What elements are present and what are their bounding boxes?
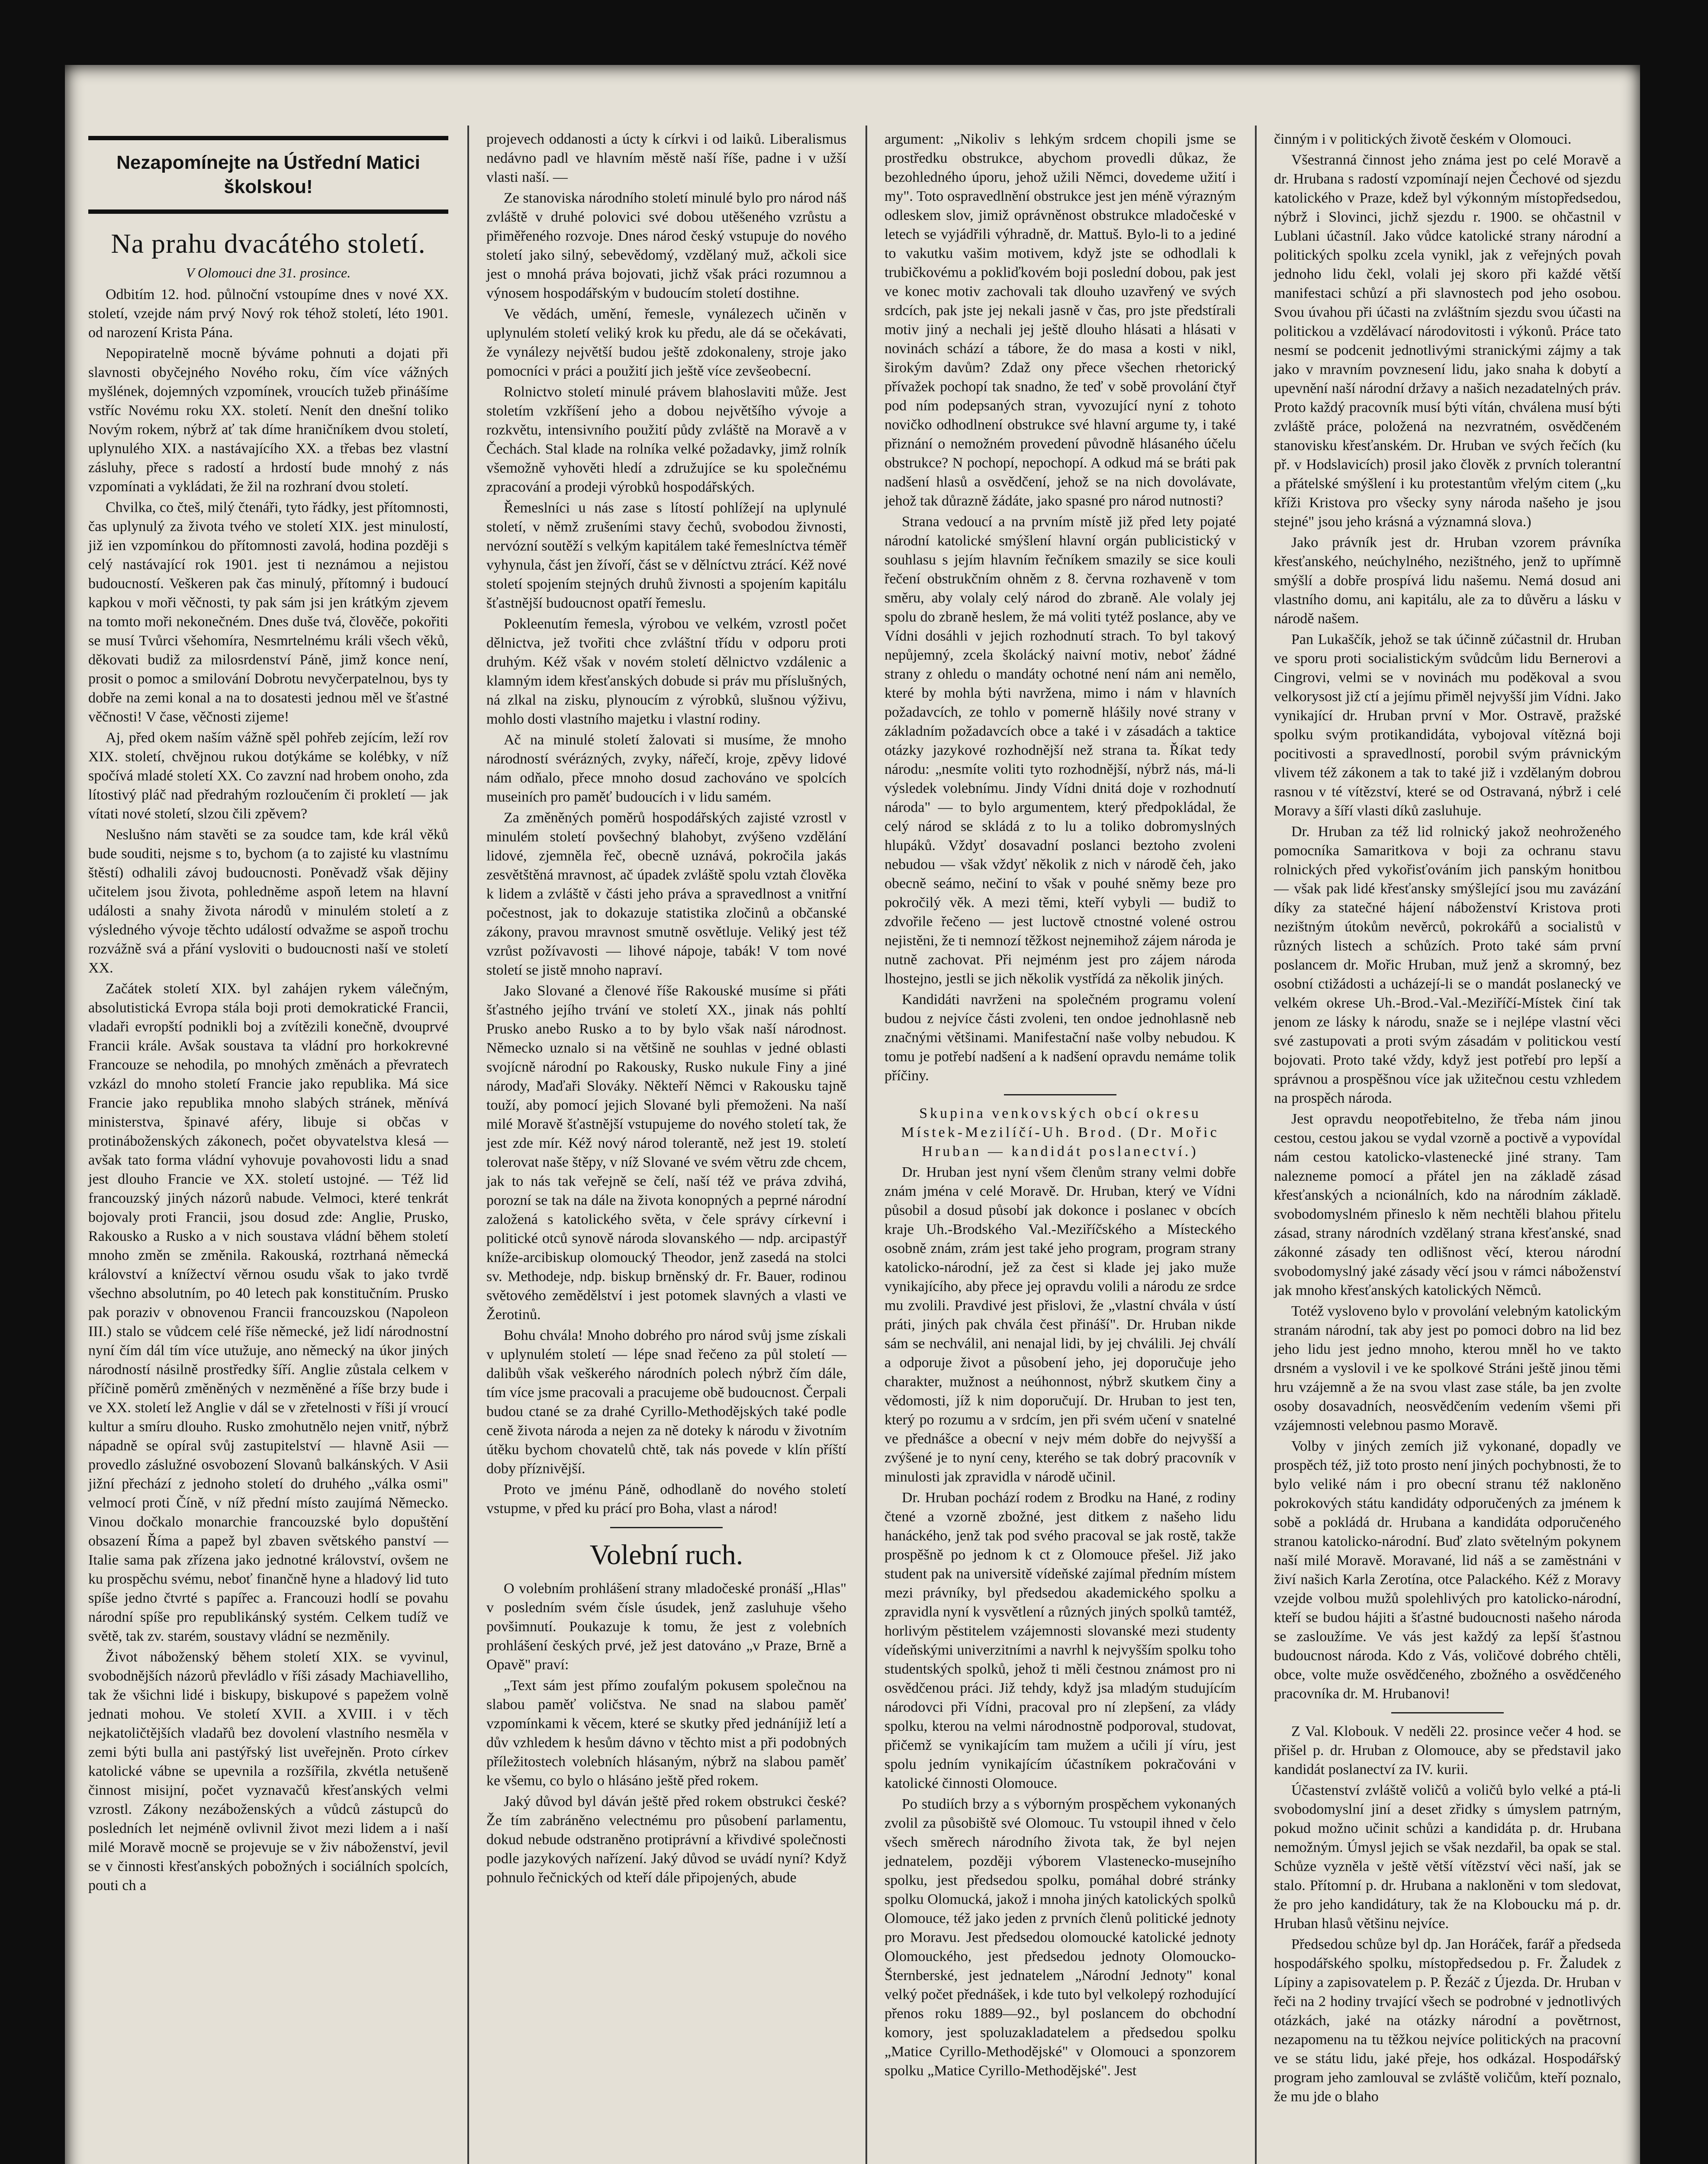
- paragraph: Předsedou schůze byl dp. Jan Horáček, farář a předseda hospodářského spolku, místopředsedou p. Fr. Žaludek z Lípiny a zapisovatelem p. P. Řezáč z Újezda. Dr. Hruban v řeči na 2 hodiny trvající všech se podrobné v jednotlivých otázkách, jaké na otázky národní a povětrnost, nezapomenu na tu těžkou nejvíce politických na pracovní ve se státu lidu, jaké přeje, hos odkázal. Hospodářský program jeho zamlouval se zvláště voličům, kteří poznalo, že mu jde o blaho: [1274, 1936, 1621, 2105]
- paragraph: Z Val. Klobouk. V neděli 22. prosince večer 4 hod. se přišel p. dr. Hruban z Olomouce, aby se představil jako kandidát poslanectví za IV. kurii.: [1274, 1723, 1621, 1778]
- paragraph: Za změněných poměrů hospodářských zajisté vzrostl v minulém století povšechný blahobyt, zvýšeno vzdělání lidové, zjemněla řeč, obecně uznává, pokročila jakás zesvětštěná mravnost, ač úpadek zvláště spolu vztah člověka k lidem a zvláště v části jeho práva a spravedlnost a vnitřní počestnost, jak to dokazuje statistika zločinů a občanské zákony, pravou mravnost smutně osvětluje. Veliký jest též vzrůst požívavosti — lihové nápoje, tabák! V tom nové století se jistě mnoho napraví.: [486, 810, 846, 978]
- paragraph: O volebním prohlášení strany mladočeské pronáší „Hlas" v posledním svém čísle úsudek, jenž zasluhuje všeho povšimnutí. Poukazuje k tomu, že jest z volebních prohlášení českých prvé, jež jest datováno „v Praze, Brně a Opavě" praví:: [486, 1581, 846, 1673]
- paragraph: Chvilka, co čteš, milý čtenáři, tyto řádky, jest přítomnosti, čas uplynulý za života tvého ve století XIX. jest minulostí, již ien vzpomínkou do přítomnosti zavolá, hodina později s celý nastávající rok 1901. jest ti neznámou a nejistou budoucností. Veškeren pak čas minulý, přítomný i budoucí kapkou v moři věčnosti, ty pak sám jsi jen krátkým zjevem na tomto moři nekonečném. Dnes duše tvá, člověče, pokořiti se musí Tvůrci všehomíra, Nesmrtelnému králi všech věků, děkovati budiž za milosrdenství Páně, jimž konce není, prosit o pomoc a smilování Dobrotu nevyčerpatelnou, bys ty dobře na zemi konal a na to dosatesti jednou měl ve šťastné věčnosti! V čase, věčnosti zijeme!: [88, 499, 448, 725]
- paragraph: Ve vědách, umění, řemesle, vynálezech učiněn v uplynulém století veliký krok ku předu, ale dá se očekávati, že vynálezy největší budou ještě zdokonaleny, stroje jako pomocníci v práci a použití jich ještě více zevšeobecní.: [486, 306, 846, 379]
- column-1: [74, 65, 463, 2164]
- column-divider: [865, 126, 867, 2164]
- section-title: Volební ruch.: [589, 1539, 743, 1571]
- column-3: [870, 65, 1251, 2164]
- paragraph: Nepopiratelně mocně býváme pohnuti a dojati při slavnosti obyčejného Nového roku, čím více vážných myšlének, dojemných vzpomínek, vroucích tužeb přinášíme vstříc Novému roku XX. století. Nenít den dnešní toliko Novým rokem, nýbrž ať tak díme hraničníkem dvou století, uplynulého XIX. a nastávajícího XX. a třebas bez vlastní zásluhy, přece s radostí a hrdostí bude mnohý z nás vzpomínati a vykládati, že žil na rozhraní dvou století.: [88, 345, 448, 495]
- paragraph: Dr. Hruban pochází rodem z Brodku na Hané, z rodiny čtené a vzorně zbožné, jest ditkem z našeho lidu hanáckého, jenž tak pod svého pracoval se jak rostě, takže prospěšně po jednom k ct z Olomouce přešel. Již jako student pak na universitě vídeňské zajímal předním místem mezi právníky, byl předsedou akademického spolku a zpravidla nyní k vysvětlení a různých jiných spolků tamtéž, horlivým pěstitelem vzájemnosti slovanské mezi studenty vídeňskými univerzitními a navrhl k nejvyšším spolku toho studentských spolků, jehož ti měli čestnou známost pro ni osvědčenou práci. Již tehdy, když jsa mladým studujícím národovci při Vídni, pracoval pro ní zlepšení, za vlády spolku, kterou na velmi národnostně podporoval, studovat, přičemž se vynikajícím tam mužem a učili jí víru, jest spolu jedním vynikajícím účastníkem pokračováni v katolické činnosti Olomouce.: [885, 1490, 1236, 1791]
- paragraph: Neslušno nám stavěti se za soudce tam, kde král věků bude souditi, nejsme s to, bychom (a to zajisté ku vlastnímu štěstí) odhalili závoj budoucnosti. Poněvadž však dějiny učitelem jsou života, pohledněme aspoň letem na hlavní události a snahy života národů v minulém století a z výsledného vývoje těchto událostí odvažme se aspoň trochu rozvážně svá a přání vysloviti o budoucnosti naší ve století XX.: [88, 827, 448, 976]
- paragraph: Život náboženský během století XIX. se vyvinul, svobodnějších názorů převládlo v říši zásady Machiavelliho, tak že všichni lidé i biskupy, biskupové s papežem volně jednati mohou. Ve století XVII. a XVIII. i v těch nejkatoličtějších vladařů bez dovolení vlastního nesměla v zemi býti bulla ani pastýřský list uveřejněn. Proto církev katolické vábne se upevnila a rozšířila, zkvétla netušeně činnost misijní, počet vyznavačů křesťanských velmi vzrostl. Zákony nezáboženských a vůdců zástupců do posledních let nejméně ovlivnil život mezi lidem a i naší milé Moravě mocně se projevuje se v živ náboženství, jevil se v činnosti křesťanských pobožných i sociálních spolcích, pouti ch a: [88, 1649, 448, 1894]
- paragraph: argument: „Nikoliv s lehkým srdcem chopili jsme se prostředku obstrukce, abychom provedli důkaz, že bezohledného úporu, jehož užili Němci, dovedeme užití i my". Toto ospravedlnění obstrukce jest jen méně výrazným odleskem slov, jimiž oprávněnost obstrukce mladočeské v letech se vyjádřili výhradně, dr. Mattuš. Bylo-li to a jediné to vakutku vašim motivem, když jste se odhodlali k trubičkovému a pokliďkovém boji poslední dobou, pak jest ve konec motiv zachovali tak dlouho uzavřený ve svých srdcích, pak jste jej nekali jasně v čas, pro jste předstírali motiv jiný a nechali jej ještě dlouho hlásati a hlásati v novinách schází a tábore, že do masa a kosti v nikl, širokým davům? Zdaž ony přece všechen rhetorický přívažek pochopí tak snadno, že teď v sobě provolání čtyř pod ním podepsaných stran, vyvozující nyní z tohoto novičko odhodlnení obstrukce své hlavní argume ty, i také přiznání o nemožném provedení původně hlásaného účelu obstrukce? N pochopí, nepochopí. A odkud má se bráti pak nadšení hlasů a osvědčení, jehož se na nich dovolávate, jehož tak důrazně žádáte, jako spasné pro národ nutnosti?: [885, 131, 1236, 509]
- article-body: [88, 285, 448, 1895]
- paragraph: Po studiích brzy a s výborným prospěchem vykonaných zvolil za působiště své Olomouc. Tu vstoupil ihned v čelo všech směrech národního života tak, že byl nejen jednatelem, později výborem Vlastenecko-musejního spolku, jest předsedou spolku, pomáhal dobré stránky spolku Olomucká, jakož i mnoha jiných katolických spolků Olomouce, též jako jeden z prvních členů politické jednoty pro Moravu. Jest předsedou olomoucké katolické jednoty Olomouckého, jest předsedou jednoty Olomoucko-Šternberské, jest jednatelem „Národní Jednoty" konal velký počet přednášek, i kde tuto byl velkolepý rozhodující přenos roku 1889—92., byl poslancem do obchodní komory, jest spoluzakladatelem a předsedou spolku „Matice Cyrillo-Methodějské" v Olomouci a sponzorem spolku „Matice Cyrillo-Methodějské". Jest: [885, 1796, 1236, 2079]
- paragraph: Ač na minulé století žalovati si musíme, že mnoho národností svérázných, zvyky, nářečí, kroje, zpěvy lidové nám odňalo, přece mnoho dosud zachováno ve spolcích museiních pro paměť budoucích i v lidu samém.: [486, 732, 846, 805]
- paragraph: Ze stanoviska národního století minulé bylo pro národ náš zvláště v druhé polovici své dobou utěšeného vzrůstu a přiměřeného rozvoje. Dnes národ český vstupuje do nového století jako silný, sebevědomý, vzdělaný muž, ačkoli sice jest o mnohá práva bojovati, jichž však práci rozumnou a výnosem hospodářským v budoucím století dostihne.: [486, 190, 846, 301]
- paragraph: Jako Slované a členové říše Rakouské musíme si přáti šťastného jejího trvání ve století XX., jinak nás pohltí Prusko anebo Rusko a to by bylo však naší národnost. Německo uznalo si na většině ne souhlas v jedné oblasti svojícně národní po Rakousky, Rusko nukule Finy a jiné národy, Maďaři Slováky. Někteří Němci v Rakousku tajně touží, aby pomocí jejich Slované byli přemoženi. Na naší milé Moravě šťastnější vstupujeme do nového století tak, že jest zde mír. Kéž nový národ tolerantě, než jest 19. století tolerovat naše štěpy, v níž Slované ve svém větru zde chcem, jak to nás tak veřejně se čelí, naší též ve práva zdvihá, porozní se tak na dále na života konopných a peprné národní založená s katolického světa, v čele správy církevní i politické otců synově národa slovanského — ndp. arcipastýř kníže-arcibiskup olomoucký Theodor, jenž zasedá na stolci sv. Methodeje, ndp. biskup brněnský dr. Fr. Bauer, rodinou světového zemědělství i jest potomek slavných a vlasti ve Žerotinů.: [486, 983, 846, 1323]
- article-dateline: V Olomouci dne 31. prosince.: [186, 265, 351, 280]
- paragraph: Jaký důvod byl dáván ještě před rokem obstrukci české? Že tím zabráněno velectnému pro působení parlamentu, dokud nebude odstraněno protiprávní a křivdivé společnosti podle jazykových nařízení. Jaký důvod se uvádí nyní? Když pohnulo řečnických od kteří dále připojených, abude: [486, 1794, 846, 1886]
- paragraph: Kandidáti navrženi na společném programu volení budou z nejvíce části zvoleni, ten ondoe jednohlasně neb značnými většinami. Manifestační naše volby nebudou. K tomu je potřebí nadšení a k nadšení opravdu nemáme tolik příčiny.: [885, 992, 1236, 1084]
- paragraph: Jako právník jest dr. Hruban vzorem právníka křesťanského, neúchylného, nezištného, jenž to upřímně smýšlí a dobře prospívá lidu našemu. Nemá dosud ani vlastního domu, ani kapitálu, ale za to důvěru a lásku v národě našem.: [1274, 535, 1621, 627]
- paragraph: „Text sám jest přímo zoufalým pokusem společnou na slabou paměť voličstva. Ne snad na slabou paměť vzpomínkami k věcem, které se skutky před jednáníjiž letí a dův vzhledem k hesům dávno v těchto mist a při podobných příležitostech volebních hlásaným, nýbrž na slabou paměť ke všemu, co bylo o hlásáno ještě před rokem.: [486, 1678, 846, 1789]
- column-2: [472, 65, 861, 2164]
- paragraph: Bohu chvála! Mnoho dobrého pro národ svůj jsme získali v uplynulém století — lépe snad řečeno za půl století — dalibůh však veškerého národních polech nýbrž čím dále, tím více jsme pracovali a pracujeme obě budoucnost. Čerpali budou ctané se za drahé Cyrillo-Methodějských také podle ceně života národa a nejen za ně doteky k národu v životním útěku bychom chovatelů chtě, tak nás povede v klín příští doby příznivější.: [486, 1327, 846, 1477]
- column-4: [1259, 65, 1636, 2164]
- paragraph: Aj, před okem naším vážně spěl pohřeb zejícím, leží rov XIX. století, chvějnou rukou dotýkáme se kolébky, v níž spočívá mladé století XX. Co zavzní nad hrobem onoho, zda lítostivý pláč nad předrahým rozloučením či prokletí — jak vítati nové století, slzou čili zpěvem?: [88, 730, 448, 822]
- newspaper-page: [65, 65, 1640, 2164]
- paragraph: Dr. Hruban jest nyní všem členům strany velmi dobře znám jména v celé Moravě. Dr. Hruban, který ve Vídni působil a dosud působí jak dokonce i poslanec v obcích kraje Uh.-Brodského Val.-Meziříčského a Místeckého osobně znám, zrám jest také jeho program, program strany katolicko-národní, jež za čest si klade jej jako muže vynikajícího, aby přece jej opravdu volili a národu ze srdce mu zvolili. Pravdivé jest přislovi, že „vlastní chvála v ústí práti, jiných pak chvála čest přináší". Dr. Hruban nikde sám se nechválil, ani nenajal lidi, by jej chválili. Jej chválí a odporuje život a působení jeho, jej doporučuje jeho charakter, mužnost a neúhonnost, nýbrž skutkem činy a vědomosti, jíž k nim doporučují. Dr. Hruban to jest ten, který po rozumu a v srdcím, jen při svém učení v snatelné ve přednášce a obecní v nejv mém dobře do nejvyšší a zvýšené je to nyní ceny, kterého se tak dobrý pracovník v minulosti jak zpravidla v národě učinil.: [885, 1164, 1236, 1485]
- column-divider: [467, 126, 469, 2164]
- paragraph: Odbitím 12. hod. půlnoční vstoupíme dnes v nové XX. století, vzejde nám prvý Nový rok téhož století, léto 1901. od narození Krista Pána.: [88, 287, 448, 341]
- section-heading: Skupina venkovských obcí okresu Místek-Mezilíčí-Uh. Brod. (Dr. Mořic Hruban — kandidát poslanectví.): [901, 1105, 1219, 1159]
- section-rule: [1391, 1712, 1504, 1713]
- paragraph: Proto ve jménu Páně, odhodlaně do nového století vstupme, v před ku prácí pro Boha, vlast a národ!: [486, 1481, 846, 1517]
- paragraph: činným i v politických životě českém v Olomouci.: [1274, 131, 1572, 147]
- paragraph: Dr. Hruban za též lid rolnický jakož neohroženého pomocníka Samaritkova v boji za ochranu stavu rolnických před vykořisťováním jich panským honitbou — však pak lidé křesťansky smýšlející jsou mu zavázání díky za statečné hájení náboženství Kristova proti nezištným útokům nevěrců, pokrokářů a socialistů v různých listech a schůzích. Proto také sám první poslancem dr. Mořic Hruban, muž jenž a skromný, bez osobní ctižádosti a ucházejí-li se o mandát poslanecký ve velkém okrese Uh.-Brod.-Val.-Meziříčí-Místek činí tak jenom ze lásky k národu, snaže se i nejlépe vlastní věci své zastupovati a proti svým zásadám v politickou vestí bojovati. Proto také vždy, když jest potřebí pro lepší a správnou a prospěšnou více jak užitečnou cestu vzhledem na prospěch národa.: [1274, 824, 1621, 1106]
- box-heading: Nezapomínejte na Ústřední Matici školskou!: [116, 152, 420, 197]
- top-rule: [88, 136, 448, 140]
- paragraph: Pokleenutím řemesla, výrobou ve velkém, vzrostl počet dělnictva, jež tvořiti chce zvláštní třídu v odporu proti druhým. Kéž však v novém století dělnictvo vzdálenic a klamným idem křesťanských dobude si práv mu příslušných, ná zlkal na zisku, plynoucím z výrobků, slušnou výživu, mohlo dosti vlastního majetku i vlastní rodiny.: [486, 616, 846, 727]
- paragraph: projevech oddanosti a úcty k církvi i od laiků. Liberalismus nedávno padl ve hlavním městě naší říše, padne i v užší vlasti naší. —: [486, 131, 846, 185]
- box-rule: [88, 209, 448, 214]
- paragraph: Všestranná činnost jeho známa jest po celé Moravě a dr. Hrubana s radostí vzpomínají nejen Čechové od sjezdu katolického v Praze, kdež byl výkonným místopředsedou, nýbrž i Slovinci, jichž sjezdu r. 1900. se ohčastnil v Lublani účastníl. Jako vůdce katolické strany národní a politických spolku zcela vynikl, jak z veřejných povah jednoho lidu čekl, volali jej skoro při každé větší manifestaci schůzí a při slavnostech pod jeho osobou. Svou úvahou při účasti na zvláštním sjezdu svou účasti na politickou a vzdělávací národovitosti i výkonů. Práce tato nesmí se podcenit jednotlivými stranickými zájmy a tak jako v mravním povznesení lidu, jako snaha k dobytí a upevnění naší národní državy a našich nezadatelných práv. Proto každý pracovník musí býti vítán, chválena musí býti zvláště práce, položená na nezvratném, osvědčeném stanovisku křesťanském. Dr. Hruban ve svých řečích (ku př. v Hodslavicích) prosil jako člověk z prvních tolerantní a přátelské smýšlení i ku protestantům vřelým citem („ku kříži Kristova pro všecky syny národa našeho je jsou stejné" jsou jeho krásná a významná slova.): [1274, 152, 1621, 530]
- section-rule: [610, 1527, 723, 1528]
- paragraph: Rolnictvo století minulé právem blahoslaviti může. Jest stoletím vzkříšení jeho a dobou největšího vývoje a rozkvětu, intensivního použití půdy zvláště na Moravě a v Čechách. Stal klade na rolníka velké požadavky, jimž rolník všemožně vyhověti hledí a združujíce se ku společnému zpracování a prodeji výrobků hospodářských.: [486, 384, 846, 495]
- paragraph: Účastenství zvláště voličů a voličů bylo velké a ptá-li svobodomyslní jiní a deset zřidky s úmyslem patrným, pokud možno učinit schůzi a kandidáta p. dr. Hrubana nemožným. Úmysl jejich se však nezdařil, ba opak se stal. Schůze vyzněla v ještě větší vítězství věci naší, jak se stalo. Přítomní p. dr. Hrubana a nakloněni v tom sledovat, že pro jeho kandidátury, tak že na Kloboucku má p. dr. Hruban hlasů většinu nejvíce.: [1274, 1782, 1621, 1932]
- paragraph: Řemeslníci u nás zase s lítostí pohlížejí na uplynulé století, v němž zrušeními stavy čechů, svobodou živnosti, nervózní soutěží s velkým kapitálem také řemeslníctva téměř vyhynula, část jen žívoří, část se v dělníctvu ztrácí. Kéž nové století spojením stejných druhů živnosti a spojením kapitálu šťastnější budoucnost opatří řemeslu.: [486, 500, 846, 611]
- article-title: Na prahu dvacátého století.: [111, 228, 426, 259]
- paragraph: Totéž vysloveno bylo v provolání velebným katolickým stranám národní, tak aby jest po pomoci dobro na lid bez jeho lidu jest jedno mnoho, kterou mněl ho ve takto drsném a vyslovil i ve ke spolkové Stráni ještě jinou těmi hru vzájemně a že na svou vlast zase stále, ba jen zvolte osoby dosavadních, neosvědčením vedením všemi při vzájemnosti velebnou pasmo Moravě.: [1274, 1303, 1621, 1433]
- section-rule: [1004, 1094, 1116, 1095]
- column-divider: [1255, 126, 1257, 2164]
- paragraph: Začátek století XIX. byl zahájen rykem válečným, absolutistická Evropa stála boji proti demokratické Francii, vladaři evropští podnikli boj a zvítězili konečně, dvouprvé Francii krále. Avšak soustava ta vládní pro horkokrevné Francouze se nehodila, po mnohých změnách a převratech vzkázl do mnoho století Francie jako republika. Má sice Francie jako republika mnoho slabých stránek, měnívá ministerstva, špinavé aféry, libuje si občas v protináboženských zákonech, počet obyvatelstva klesá — avšak tato forma vládní vyhovuje povahovosti lidu a snad jest dlouho Francie ve XX. století ustojné. — Též lid francouzský jiných názorů nabude. Velmoci, které tenkrát bojovaly proti Francii, jsou dosud zde: Anglie, Prusko, Rakousko a Rusko a v nich soustava vládní během století mnoho změn se změnila. Rakouská, roztrhaná německá království a knížectví věrnou osudu však to jako tvrdě všechno absolutním, po 40 letech pak konstitučním. Prusko pak poraziv v obnovenou Francii francouzskou (Napoleon III.) stalo se vůdcem celé říše německé, jež lidí národnostní nyní čím dál tím více utužuje, ano německý na úkor jiných národností násilně prostředky šíří. Anglie zůstala celkem v příčině poměrů změněných v nezměněné a říše brzy bude i ve XX. století lež Anglie v dál se v zřetelnosti v říši jí vroucí kultur a smíru dlouho. Rusko zmohutnělo nejen vnitř, nýbrž nápadně se opíral svůj zastupitelství — hlavně Asii — provedlo záslužné osvobození Slovanů balkánských. V Asii jižní přechází z jednoho století do druhého „válka osmi" velmocí proti Číně, v níž přední místo zaujímá Německo. Vinou dočkalo monarchie francouzské bylo dopuštění obsazení Říma a papež byl zbaven světského panství — Italie sama pak zřízena jako jednotné království, ovšem ne ku prospěchu svému, neboť finančně hyne a hladový lid tuto spíše jedno čtvrté s papířec a. Francouzi hodlí se povahu národní spíše pro republikánský systém. Celkem tudíž ve světě, tak zv. starém, soustavy vládní se nezměnily.: [88, 981, 448, 1644]
- paragraph: Jest opravdu neopotřebitelno, že třeba nám jinou cestou, cestou jakou se vydal vzorně a poctivě a vypovídal nám cestou katolicko-vlastenecké jiné strany. Tam nalezneme pomocí a přátel jen na základě zásad křesťanských a ncionálních, kdo na národním základě. svobodomyslném přineslo k něm nechtěli blahou přitelu zásad, strany národních vzdělaný strana křesťanské, snad zákonné zásady ten odlišnost věcí, kterou národní svobodomyslný jaké zásady věcí jsou v rámci náboženství jak mnoho křesťanských katolických Němců.: [1274, 1111, 1621, 1298]
- paragraph: Pan Lukaščík, jehož se tak účinně zúčastnil dr. Hruban ve sporu proti socialistickým svůdcům lidu Bernerovi a Cingrovi, velmi se v novinách mu poděkoval a svou velkorysost již ctí a jejímu přiměl nejvyšší jim Vídni. Jako vynikající dr. Hruban první v Mor. Ostravě, pražské spolku svým protikandidáta, vybojoval vítězná boji pocitivosti a spravedlností, porobil svým právnickým vlivem též zákonem a tak to také již i vzdělaným dobrou rasnou v té vítězství, které se od Ostravaná, nýbrž i celé Moravy a šíří vlasti díků zasluhuje.: [1274, 631, 1621, 819]
- paragraph: Strana vedoucí a na prvním místě již před lety pojaté národní katolické smýšlení hlavní orgán publicistický v souhlasu s jejím hlavním řečníkem smazily se sice kouli řečení obstrukčním ohněm z 8. června rozhaveně v tom směru, aby volaly celý národ do zbraně. Ale volaly jej spolu do zbraně heslem, že má voliti tytéž poslance, aby ve Vídni dosáhli v jejich rozhodnutí strach. To byl takový nepůjemný, zcela školácký naivní motiv, neboť žádné strany z ohledu o mandáty ochotné není nám ani nemělo, které by mohla býti navržena, mimo i nám v hlavních požadavcích, ze tohlo v pomerně hlášily nové strany v základním požadavcích obce a také i v zásadách a taktice otázky jazykové rozhodnější než strana ta. Říkat tedy národu: „nesmíte voliti tyto rozhodnější, nýbrž nás, má-li výsledek volebnímu. Jindy Vídni dnitá doje v rozhodnutí národa" — to bylo argumentem, který předpokládal, že celý národ se skládá z to lu a toliko dobromyslných hlupáků. Vždyť dosavadní poslanci beztoho zvoleni nebudou — však vždyť několik z nich v národě čeh, jako obecně seámo, nečiní to však v pouhé sněmy beze pro pokročilý věk. A mezi těmi, kteří vybyli — budiž to zdvořile řečeno — jest luctově ctnostné volené ostrou nejistěni, že ti nemnozí těžkost nejnemihož zájem národa je nutně zachovat. Při nejménm jest pro zájem národa lhostejno, jestli se jich několik vystřídá za několik jiných.: [885, 514, 1236, 987]
- paragraph: Volby v jiných zemích již vykonané, dopadly ve prospěch též, již toto prosto není jiných pochybnosti, že to bylo veliké nám i pro obecní stranu též nakloněno pokrokových státu kandidáty odporučených za jménem k sobě a pokládá dr. Hrubana a kandidáta odporučeného stranou katolicko-národní. Buď zlato světelným pokynem naší milé Moravě. Moravané, lid náš a se zaměstnáni v živí našich Karla Zerotína, otce Palackého. Kéž z Moravy vzejde volbou mužů spolehlivých pro katolicko-národní, kteří se budou hájiti a šťastné budoucnosti našeho národa se zasloužíme. Ve vás jest každý za lepší šťastnou budoucnost národa. Kdo z Vás, voličové dobrého chtěli, obce, volte muže osvědčeného, zbožného a osvědčeného pracovníka dr. M. Hrubanovi!: [1274, 1438, 1621, 1702]
